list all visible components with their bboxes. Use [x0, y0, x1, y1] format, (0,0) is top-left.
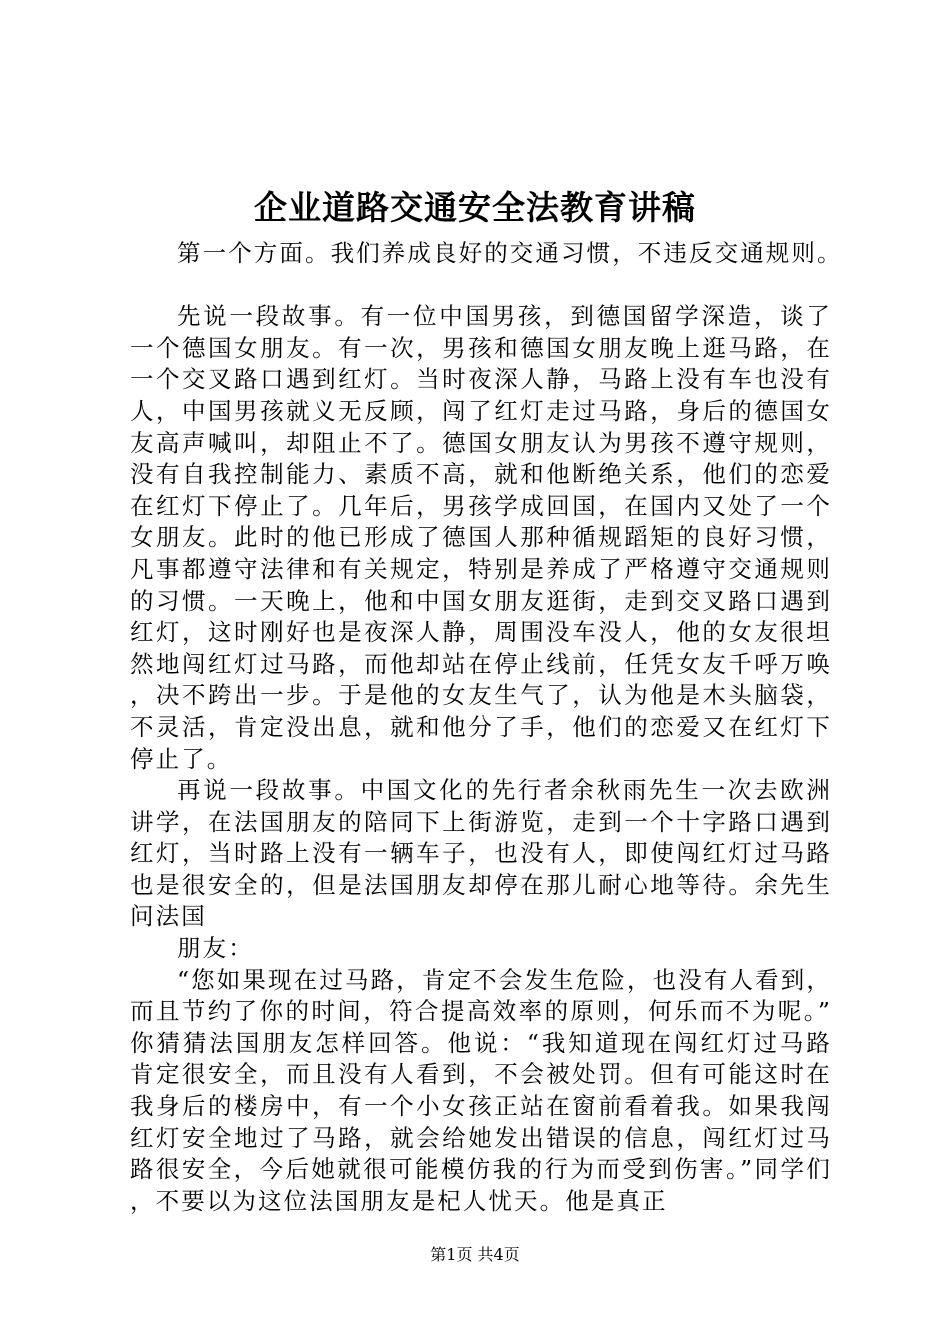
- paragraph-quote: “您如果现在过马路，肯定不会发生危险，也没有人看到，而且节约了你的时间，符合提高效率的原则，何乐而不为呢。”你猜猜法国朋友怎样回答。他说：“我知道现在闯红灯过马路肯定很安全，而且没有人看到，不会被处罚。但有可能这时在我身后的楼房中，有一个小女孩正站在窗前看着我。如果我闯红灯安全地过了马路，就会给她发出错误的信息，闯红灯过马路很安全，今后她就很可能模仿我的行为而受到伤害。”同学们，不要以为这位法国朋友是杞人忧天。他是真正: [130, 965, 832, 1215]
- page-footer: 第1页 共4页: [430, 1245, 520, 1264]
- paragraph-story-two: 再说一段故事。中国文化的先行者余秋雨先生一次去欧洲讲学，在法国朋友的陪同下上街游览，走到一个十字路口遇到红灯，当时路上没有一辆车子，也没有人，即使闯红灯过马路也是很安全的，但是法国朋友却停在那儿耐心地等待。余先生问法国: [130, 776, 832, 931]
- paragraph-friend: 朋友：: [177, 934, 254, 963]
- document-body: [130, 238, 843, 1217]
- paragraph-intro: 第一个方面。我们养成良好的交通习惯，不违反交通规则。: [177, 239, 843, 267]
- document-title: 企业道路交通安全法教育讲稿: [254, 188, 696, 227]
- paragraph-story-one: 先说一段故事。有一位中国男孩，到德国留学深造，谈了一个德国女朋友。有一次，男孩和德国女朋友晚上逛马路，在一个交叉路口遇到红灯。当时夜深人静，马路上没有车也没有人，中国男孩就义无反顾，闯了红灯走过马路，身后的德国女友高声喊叫，却阻止不了。德国女朋友认为男孩不遵守规则，没有自我控制能力、素质不高，就和他断绝关系，他们的恋爱在红灯下停止了。几年后，男孩学成回国，在国内又处了一个女朋友。此时的他已形成了德国人那种循规蹈矩的良好习惯，凡事都遵守法律和有关规定，特别是养成了严格遵守交通规则的习惯。一天晚上，他和中国女朋友逛街，走到交叉路口遇到红灯，这时刚好也是夜深人静，周围没车没人，他的女友很坦然地闯红灯过马路，而他却站在停止线前，任凭女友千呼万唤，决不跨出一步。于是他的女友生气了，认为他是木头脑袋，不灵活，肯定没出息，就和他分了手，他们的恋爱又在红灯下停止了。: [130, 302, 832, 773]
